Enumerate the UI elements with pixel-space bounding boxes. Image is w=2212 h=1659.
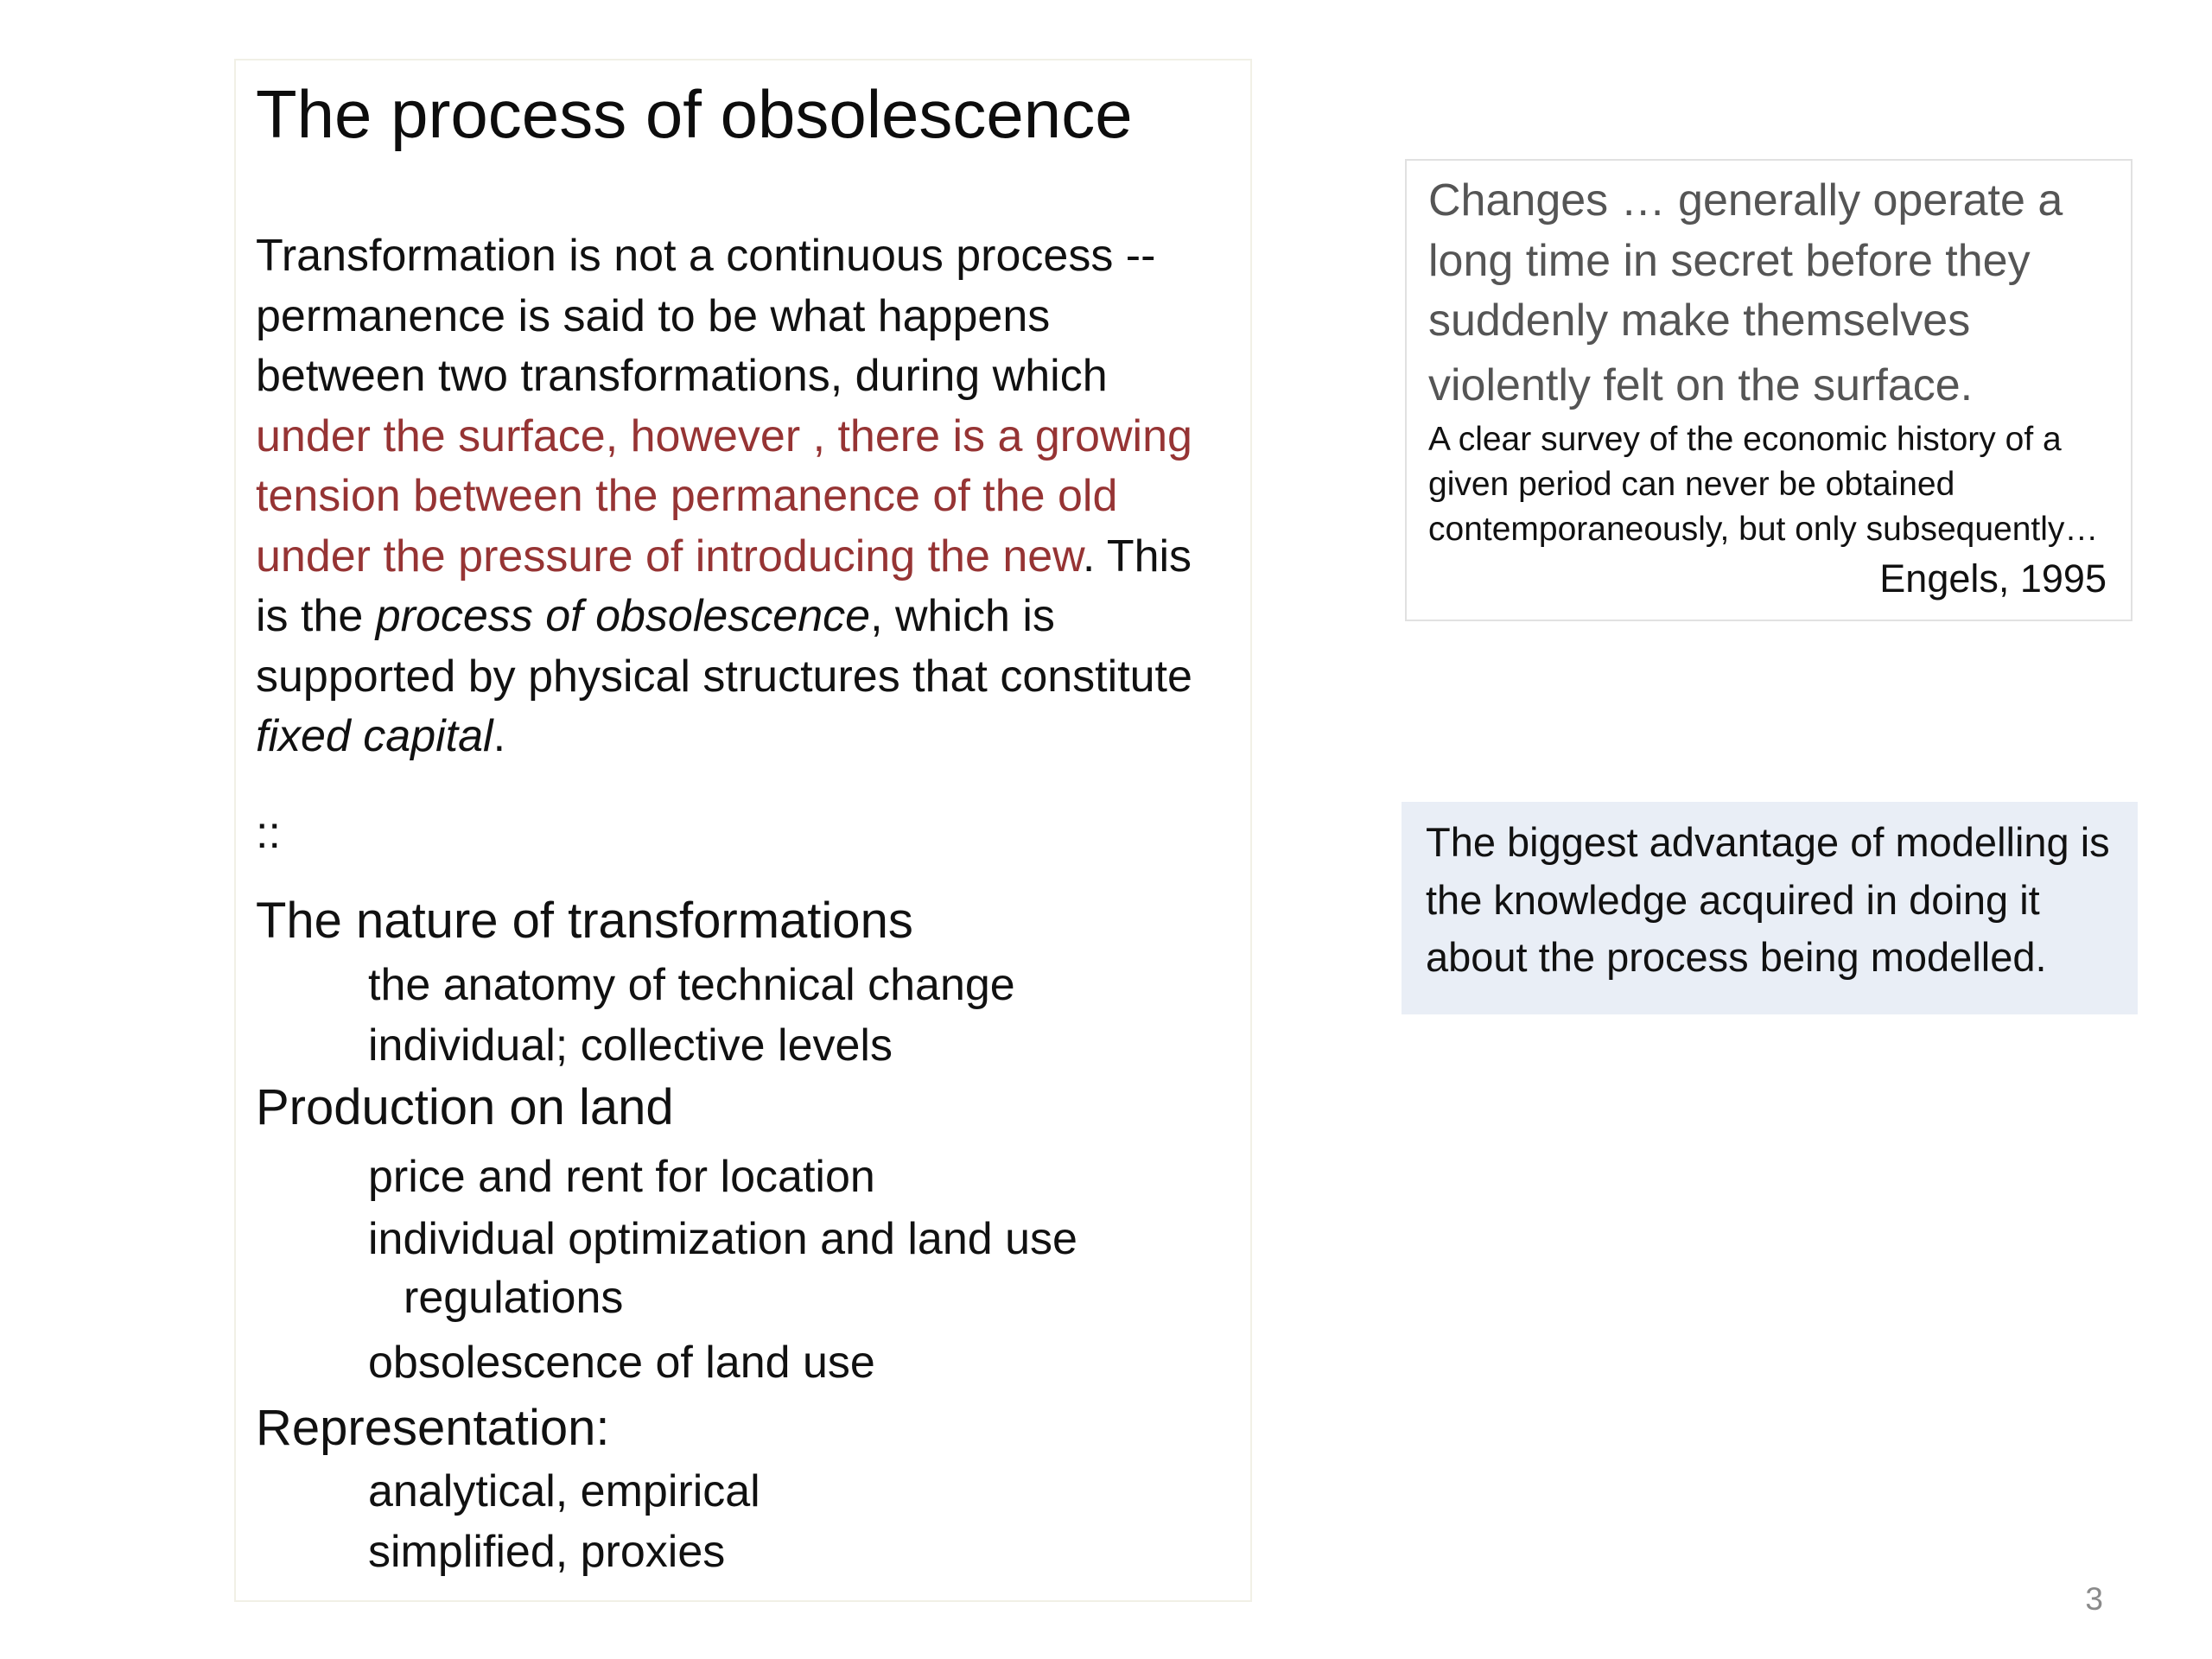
note-line: about the process being modelled. (1426, 934, 2047, 980)
quote-line: long time in secret before they (1428, 235, 2031, 286)
quote-subline: A clear survey of the economic history of a (1428, 421, 2062, 458)
page-number: 3 (2085, 1581, 2103, 1617)
intro-text: . (493, 711, 506, 761)
highlighted-line: tension between the permanence of the old (256, 471, 1118, 521)
quote-subline: given period can never be obtained (1428, 466, 1955, 503)
section-item: obsolescence of land use (368, 1338, 875, 1388)
intro-text: is the (256, 591, 376, 641)
section-heading: The nature of transformations (256, 893, 913, 949)
section-item: individual optimization and land use (368, 1214, 1077, 1264)
quote-text (1428, 171, 2120, 416)
section-item: individual; collective levels (368, 1020, 893, 1071)
section-heading: Production on land (256, 1079, 674, 1135)
section-item-continuation: regulations (404, 1273, 624, 1323)
section-item: simplified, proxies (368, 1527, 726, 1577)
intro-line (256, 587, 1249, 647)
intro-paragraph (256, 226, 1249, 767)
section-item: the anatomy of technical change (368, 960, 1015, 1010)
section-heading: Representation: (256, 1400, 610, 1456)
modelling-note-text (1426, 814, 2134, 987)
note-line: The biggest advantage of modelling is (1426, 819, 2110, 865)
emphasis-text: process of obsolescence (375, 591, 871, 641)
quote-line: Changes … generally operate a (1428, 175, 2063, 226)
section-item: analytical, empirical (368, 1466, 760, 1516)
intro-line: supported by physical structures that constitute (256, 651, 1192, 702)
separator: :: (256, 808, 281, 858)
quote-subline: contemporaneously, but only subsequently… (1428, 511, 2099, 548)
section-item: price and rent for location (368, 1152, 875, 1202)
quote-line: violently felt on the surface. (1428, 359, 1974, 410)
intro-line: permanence is said to be what happens (256, 290, 1051, 341)
intro-line (256, 707, 1249, 767)
intro-line: Transformation is not a continuous process -- (256, 231, 1156, 281)
intro-line: between two transformations, during which (256, 351, 1108, 401)
highlighted-text: under the pressure of introducing the new (256, 531, 1083, 582)
note-line: the knowledge acquired in doing it (1426, 876, 2040, 923)
intro-text: . This (1082, 531, 1192, 582)
quote-attribution: Engels, 1995 (1879, 556, 2107, 601)
quote-subtext (1428, 417, 2120, 552)
emphasis-text: fixed capital (256, 711, 493, 761)
quote-line: suddenly make themselves (1428, 296, 1971, 346)
intro-line (256, 527, 1249, 588)
slide-title: The process of obsolescence (256, 76, 1133, 152)
intro-text: , which is (870, 591, 1055, 641)
highlighted-line: under the surface, however , there is a growing (256, 410, 1192, 461)
